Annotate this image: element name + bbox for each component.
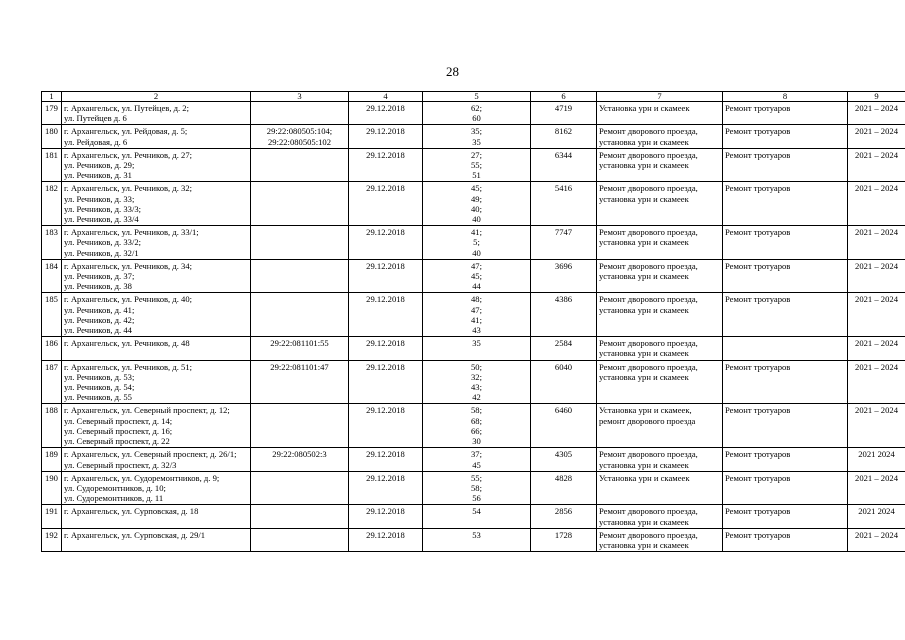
table-row: [42, 404, 905, 448]
address-line: ул. Речников, д. 33/4: [64, 214, 139, 225]
additional-works-line: Ремонт тротуаров: [725, 260, 791, 271]
period: 2021 – 2024: [848, 182, 905, 226]
row-number: 180: [42, 125, 62, 148]
table-row: [42, 360, 905, 404]
additional-works-line: Ремонт тротуаров: [725, 472, 791, 483]
cadastral-number-line: 29:22:080505:104;: [266, 126, 333, 137]
works-line: Ремонт дворового проезда,: [599, 149, 698, 160]
address-line: ул. Речников, д. 44: [64, 325, 132, 336]
address-line: г. Архангельск, ул. Речников, д. 51;: [64, 361, 193, 372]
row-number: 186: [42, 337, 62, 360]
cadastral-number-line: 29:22:080505:102: [267, 136, 332, 147]
area-line: 40;: [471, 203, 482, 214]
area-line: 43;: [471, 382, 482, 393]
address-line: ул. Путейцев д. 6: [64, 113, 127, 124]
additional-works-cell: [723, 528, 848, 551]
column-header: 2: [62, 92, 251, 102]
area-cell: [423, 337, 531, 360]
date: 29.12.2018: [349, 471, 423, 505]
address-line: ул. Речников, д. 55: [64, 392, 132, 403]
address-cell: [62, 226, 251, 260]
area-line: 41;: [471, 227, 482, 238]
area-cell: [423, 226, 531, 260]
address-line: г. Архангельск, ул. Сурповская, д. 29/1: [64, 529, 206, 540]
works-line: Установка урн и скамеек,: [599, 405, 692, 416]
address-cell: [62, 182, 251, 226]
period: 2021 – 2024: [848, 471, 905, 505]
address-cell: [62, 102, 251, 125]
address-cell: [62, 125, 251, 148]
additional-works-cell: [723, 505, 848, 528]
works-cell: [597, 182, 723, 226]
works-line: Ремонт дворового проезда,: [599, 294, 698, 305]
cadastral-number-cell: [251, 471, 349, 505]
row-number: 184: [42, 259, 62, 293]
page-number: 28: [446, 64, 459, 79]
address-cell: [62, 505, 251, 528]
address-cell: [62, 293, 251, 337]
cadastral-number-cell: [251, 182, 349, 226]
area-line: 62;: [471, 103, 482, 113]
row-number: 181: [42, 148, 62, 182]
date: 29.12.2018: [349, 102, 423, 125]
address-cell: [62, 471, 251, 505]
cadastral-number-cell: [251, 125, 349, 148]
address-line: ул. Речников, д. 33/3;: [64, 203, 142, 214]
address-line: ул. Речников, д. 33;: [64, 193, 135, 204]
area-cell: [423, 148, 531, 182]
area-line: 51: [472, 170, 481, 181]
row-number: 183: [42, 226, 62, 260]
additional-works-line: Ремонт тротуаров: [725, 103, 791, 113]
cadastral-number-cell: [251, 148, 349, 182]
date: 29.12.2018: [349, 259, 423, 293]
column-header: 4: [349, 92, 423, 102]
address-line: ул. Речников, д. 54;: [64, 382, 135, 393]
address-line: ул. Речников, д. 32/1: [64, 247, 139, 258]
row-number: 187: [42, 360, 62, 404]
works-line: ремонт дворового проезда: [599, 415, 696, 426]
additional-works-cell: [723, 337, 848, 360]
works-cell: [597, 448, 723, 471]
period: 2021 – 2024: [848, 293, 905, 337]
area-line: 68;: [471, 415, 482, 426]
sum: 1728: [531, 528, 597, 551]
area-line: 42: [472, 392, 481, 403]
additional-works-line: Ремонт тротуаров: [725, 529, 791, 540]
period: 2021 – 2024: [848, 337, 905, 360]
additional-works-line: Ремонт тротуаров: [725, 227, 791, 238]
row-number: 182: [42, 182, 62, 226]
address-line: ул. Северный проспект, д. 14;: [64, 415, 173, 426]
cadastral-number-line: 29:22:080502:3: [272, 449, 327, 460]
date: 29.12.2018: [349, 448, 423, 471]
area-line: 55;: [471, 472, 482, 483]
address-line: г. Архангельск, ул. Северный проспект, д. 26/1;: [64, 449, 237, 460]
area-cell: [423, 102, 531, 125]
area-line: 45: [472, 459, 481, 470]
area-line: 47;: [471, 304, 482, 315]
additional-works-cell: [723, 148, 848, 182]
additional-works-cell: [723, 471, 848, 505]
works-cell: [597, 259, 723, 293]
address-line: ул. Речников, д. 33/2;: [64, 237, 142, 248]
row-number: 188: [42, 404, 62, 448]
address-line: г. Архангельск, ул. Речников, д. 27;: [64, 149, 193, 160]
works-line: установка урн и скамеек: [599, 160, 689, 171]
date: 29.12.2018: [349, 337, 423, 360]
area-line: 40: [472, 247, 481, 258]
area-line: 32;: [471, 371, 482, 382]
table-row: [42, 528, 905, 551]
works-line: установка урн и скамеек: [599, 459, 689, 470]
address-line: ул. Речников, д. 37;: [64, 271, 135, 282]
date: 29.12.2018: [349, 182, 423, 226]
sum: 2584: [531, 337, 597, 360]
works-cell: [597, 102, 723, 125]
sum: 6040: [531, 360, 597, 404]
additional-works-line: Ремонт тротуаров: [725, 449, 791, 460]
area-line: 56: [472, 493, 481, 504]
table-row: [42, 125, 905, 148]
area-line: 43: [472, 325, 481, 336]
date: 29.12.2018: [349, 360, 423, 404]
date: 29.12.2018: [349, 293, 423, 337]
cadastral-number-cell: [251, 404, 349, 448]
table-row: [42, 293, 905, 337]
area-line: 53: [472, 529, 481, 540]
address-cell: [62, 337, 251, 360]
column-header: 8: [723, 92, 848, 102]
cadastral-number-cell: [251, 528, 349, 551]
area-cell: [423, 360, 531, 404]
area-cell: [423, 259, 531, 293]
address-line: г. Архангельск, ул. Сурповская, д. 18: [64, 506, 199, 517]
additional-works-line: Ремонт тротуаров: [725, 126, 791, 137]
works-line: установка урн и скамеек: [599, 371, 689, 382]
sum: 4828: [531, 471, 597, 505]
works-line: установка урн и скамеек: [599, 271, 689, 282]
area-line: 60: [472, 113, 481, 124]
works-line: установка урн и скамеек: [599, 539, 689, 550]
area-line: 48;: [471, 294, 482, 305]
table-row: [42, 226, 905, 260]
address-line: ул. Речников, д. 29;: [64, 160, 135, 171]
period: 2021 – 2024: [848, 360, 905, 404]
row-number: 189: [42, 448, 62, 471]
works-line: Установка урн и скамеек: [599, 103, 690, 113]
address-line: ул. Речников, д. 38: [64, 281, 132, 292]
row-number: 192: [42, 528, 62, 551]
works-line: установка урн и скамеек: [599, 193, 689, 204]
sum: 4305: [531, 448, 597, 471]
period: 2021 2024: [848, 505, 905, 528]
table-row: [42, 182, 905, 226]
address-line: ул. Речников, д. 31: [64, 170, 132, 181]
sum: 8162: [531, 125, 597, 148]
address-line: г. Архангельск, ул. Речников, д. 48: [64, 338, 190, 349]
additional-works-cell: [723, 293, 848, 337]
area-cell: [423, 293, 531, 337]
sum: 5416: [531, 182, 597, 226]
column-header: 6: [531, 92, 597, 102]
address-line: ул. Северный проспект, д. 16;: [64, 425, 173, 436]
address-cell: [62, 259, 251, 293]
address-line: г. Архангельск, ул. Речников, д. 33/1;: [64, 227, 199, 238]
area-cell: [423, 125, 531, 148]
address-line: ул. Речников, д. 53;: [64, 371, 135, 382]
works-line: Ремонт дворового проезда,: [599, 183, 698, 194]
works-line: Ремонт дворового проезда,: [599, 260, 698, 271]
address-line: ул. Северный проспект, д. 32/3: [64, 459, 177, 470]
address-line: ул. Рейдовая, д. 6: [64, 136, 128, 147]
period: 2021 – 2024: [848, 125, 905, 148]
column-header: 7: [597, 92, 723, 102]
row-number: 179: [42, 102, 62, 125]
column-header: 5: [423, 92, 531, 102]
additional-works-cell: [723, 404, 848, 448]
works-line: Ремонт дворового проезда,: [599, 338, 698, 349]
table-header-row: [42, 92, 905, 102]
works-line: Ремонт дворового проезда,: [599, 361, 698, 372]
table-row: [42, 259, 905, 293]
area-line: 58;: [471, 482, 482, 493]
works-line: установка урн и скамеек: [599, 348, 689, 359]
sum: 3696: [531, 259, 597, 293]
address-cell: [62, 360, 251, 404]
works-line: установка урн и скамеек: [599, 304, 689, 315]
address-line: ул. Речников, д. 42;: [64, 314, 135, 325]
row-number: 190: [42, 471, 62, 505]
additional-works-cell: [723, 226, 848, 260]
date: 29.12.2018: [349, 125, 423, 148]
additional-works-line: Ремонт тротуаров: [725, 506, 791, 517]
address-cell: [62, 448, 251, 471]
area-line: 35: [472, 136, 481, 147]
table-row: [42, 102, 905, 125]
additional-works-line: Ремонт тротуаров: [725, 361, 791, 372]
area-line: 49;: [471, 193, 482, 204]
area-line: 5;: [473, 237, 480, 248]
additional-works-cell: [723, 125, 848, 148]
period: 2021 2024: [848, 448, 905, 471]
address-line: г. Архангельск, ул. Северный проспект, д. 12;: [64, 405, 230, 416]
improvement-table: [41, 91, 905, 552]
works-line: Ремонт дворового проезда,: [599, 227, 698, 238]
works-cell: [597, 337, 723, 360]
period: 2021 – 2024: [848, 148, 905, 182]
area-cell: [423, 528, 531, 551]
area-line: 35: [472, 338, 481, 349]
cadastral-number-cell: [251, 505, 349, 528]
sum: 4386: [531, 293, 597, 337]
table-row: [42, 471, 905, 505]
address-line: г. Архангельск, ул. Речников, д. 40;: [64, 294, 193, 305]
period: 2021 – 2024: [848, 404, 905, 448]
area-line: 40: [472, 214, 481, 225]
additional-works-cell: [723, 360, 848, 404]
row-number: 191: [42, 505, 62, 528]
address-cell: [62, 528, 251, 551]
additional-works-cell: [723, 259, 848, 293]
table-row: [42, 448, 905, 471]
sum: 6344: [531, 148, 597, 182]
address-line: ул. Судоремонтников, д. 11: [64, 493, 164, 504]
area-line: 66;: [471, 425, 482, 436]
sum: 6460: [531, 404, 597, 448]
additional-works-cell: [723, 182, 848, 226]
cadastral-number-line: 29:22:081101:55: [270, 338, 329, 349]
works-line: установка урн и скамеек: [599, 516, 689, 527]
works-cell: [597, 528, 723, 551]
row-number: 185: [42, 293, 62, 337]
works-cell: [597, 505, 723, 528]
additional-works-line: Ремонт тротуаров: [725, 294, 791, 305]
address-line: ул. Северный проспект, д. 22: [64, 436, 170, 447]
works-line: Установка урн и скамеек: [599, 472, 690, 483]
works-line: Ремонт дворового проезда,: [599, 449, 698, 460]
area-cell: [423, 505, 531, 528]
area-line: 54: [472, 506, 481, 517]
cadastral-number-line: 29:22:081101:47: [270, 361, 329, 372]
works-line: Ремонт дворового проезда,: [599, 506, 698, 517]
address-line: г. Архангельск, ул. Речников, д. 32;: [64, 183, 193, 194]
address-line: ул. Судоремонтников, д. 10;: [64, 482, 166, 493]
cadastral-number-cell: [251, 448, 349, 471]
area-cell: [423, 404, 531, 448]
works-line: Ремонт дворового проезда,: [599, 126, 698, 137]
cadastral-number-cell: [251, 293, 349, 337]
additional-works-line: Ремонт тротуаров: [725, 183, 791, 194]
area-line: 45;: [471, 183, 482, 194]
address-line: ул. Речников, д. 41;: [64, 304, 135, 315]
column-header: 1: [42, 92, 62, 102]
column-header: 9: [848, 92, 905, 102]
address-line: г. Архангельск, ул. Рейдовая, д. 5;: [64, 126, 188, 137]
cadastral-number-cell: [251, 226, 349, 260]
column-header: 3: [251, 92, 349, 102]
sum: 4719: [531, 102, 597, 125]
additional-works-line: Ремонт тротуаров: [725, 149, 791, 160]
area-line: 55;: [471, 160, 482, 171]
date: 29.12.2018: [349, 226, 423, 260]
works-cell: [597, 148, 723, 182]
area-line: 41;: [471, 314, 482, 325]
address-cell: [62, 148, 251, 182]
area-line: 44: [472, 281, 481, 292]
area-cell: [423, 448, 531, 471]
period: 2021 – 2024: [848, 259, 905, 293]
area-line: 50;: [471, 361, 482, 372]
area-line: 58;: [471, 405, 482, 416]
table-row: [42, 148, 905, 182]
table-row: [42, 505, 905, 528]
area-line: 35;: [471, 126, 482, 137]
works-cell: [597, 404, 723, 448]
works-cell: [597, 471, 723, 505]
address-cell: [62, 404, 251, 448]
cadastral-number-cell: [251, 360, 349, 404]
sum: 7747: [531, 226, 597, 260]
address-line: г. Архангельск, ул. Путейцев, д. 2;: [64, 103, 189, 113]
works-cell: [597, 125, 723, 148]
address-line: г. Архангельск, ул. Речников, д. 34;: [64, 260, 193, 271]
area-line: 37;: [471, 449, 482, 460]
address-line: г. Архангельск, ул. Судоремонтников, д. 9;: [64, 472, 220, 483]
works-cell: [597, 226, 723, 260]
works-cell: [597, 360, 723, 404]
area-cell: [423, 471, 531, 505]
works-line: установка урн и скамеек: [599, 237, 689, 248]
additional-works-cell: [723, 448, 848, 471]
period: 2021 – 2024: [848, 226, 905, 260]
table-body: [42, 92, 905, 552]
area-line: 27;: [471, 149, 482, 160]
sum: 2856: [531, 505, 597, 528]
area-line: 30: [472, 436, 481, 447]
date: 29.12.2018: [349, 528, 423, 551]
area-cell: [423, 182, 531, 226]
additional-works-line: Ремонт тротуаров: [725, 405, 791, 416]
area-line: 45;: [471, 271, 482, 282]
date: 29.12.2018: [349, 148, 423, 182]
period: 2021 – 2024: [848, 528, 905, 551]
date: 29.12.2018: [349, 404, 423, 448]
works-cell: [597, 293, 723, 337]
cadastral-number-cell: [251, 102, 349, 125]
additional-works-cell: [723, 102, 848, 125]
table-row: [42, 337, 905, 360]
cadastral-number-cell: [251, 337, 349, 360]
area-line: 47;: [471, 260, 482, 271]
works-line: Ремонт дворового проезда,: [599, 529, 698, 540]
works-line: установка урн и скамеек: [599, 136, 689, 147]
cadastral-number-cell: [251, 259, 349, 293]
date: 29.12.2018: [349, 505, 423, 528]
period: 2021 – 2024: [848, 102, 905, 125]
